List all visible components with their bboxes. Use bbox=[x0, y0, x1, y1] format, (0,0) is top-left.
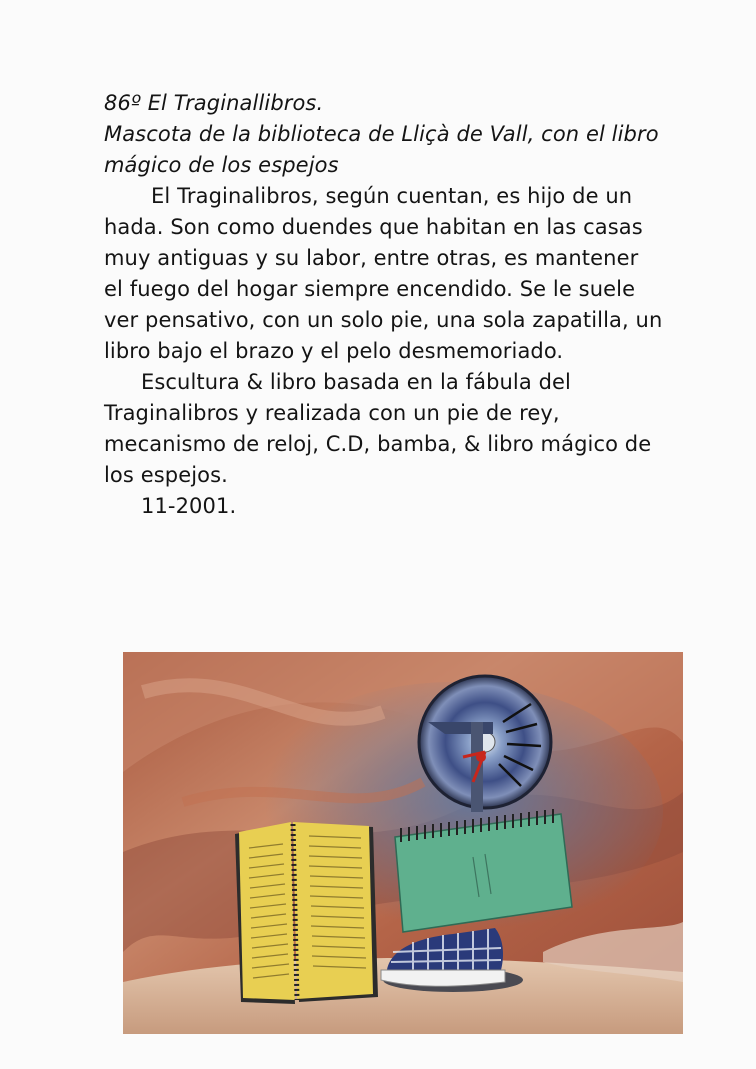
open-book-icon bbox=[235, 822, 378, 1004]
document-date: 11-2001. bbox=[141, 494, 237, 518]
document-title: 86º El Traginallibros. bbox=[104, 91, 324, 115]
text-block bbox=[104, 88, 664, 522]
paragraph-legend: El Traginalibros, según cuentan, es hijo de un hada. Son como duendes que habitan en las casas muy antiguas y su labor, entre otras, es mantener el fuego del hogar siempre encendido. Se le suele ver pensativo, con un solo pie, una sola zapatilla, un libro bajo el brazo y el pelo desmemoriado. bbox=[104, 184, 663, 363]
sculpture-photo bbox=[123, 652, 683, 1034]
paragraph-description: Escultura & libro basada en la fábula del Traginalibros y realizada con un pie de rey, mecanismo de reloj, C.D, bamba, & libro mágico de los espejos. bbox=[104, 370, 652, 487]
document-subtitle: Mascota de la biblioteca de Lliçà de Vall, con el libro mágico de los espejos bbox=[104, 122, 659, 177]
